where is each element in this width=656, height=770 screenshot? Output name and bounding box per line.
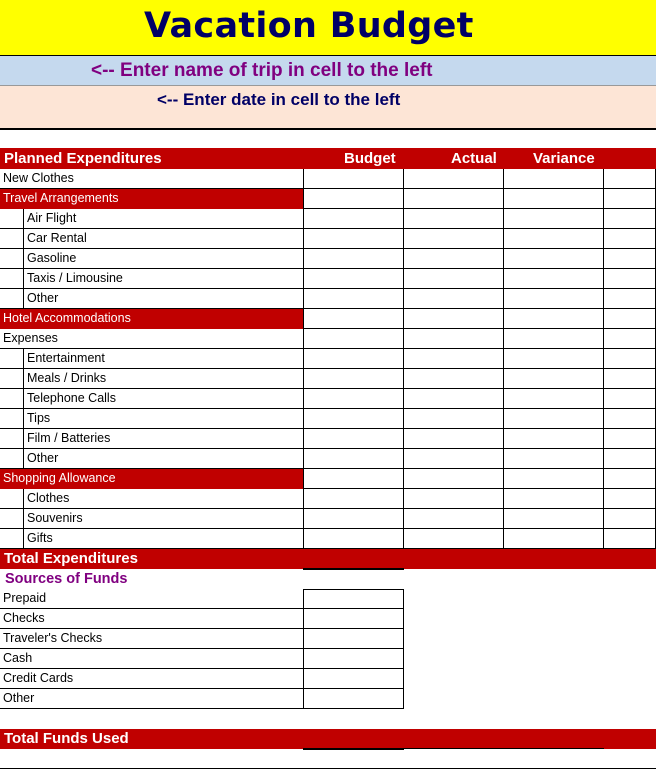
actual-cell[interactable] (403, 229, 504, 249)
section-label-cell[interactable] (0, 189, 304, 209)
actual-cell[interactable] (403, 469, 504, 489)
expense-row (0, 289, 656, 309)
expense-row (0, 249, 656, 269)
item-label: Meals / Drinks (27, 371, 107, 385)
funds-label: Cash (3, 651, 33, 665)
total-funds-label: Total Funds Used (4, 730, 129, 747)
actual-cell[interactable] (403, 249, 504, 269)
expense-row (0, 369, 656, 389)
expense-row (0, 229, 656, 249)
variance-cell[interactable] (503, 489, 604, 509)
actual-cell[interactable] (403, 329, 504, 349)
indent-cell[interactable] (0, 209, 24, 229)
funds-amount-cell[interactable] (303, 649, 404, 669)
item-label: Telephone Calls (27, 391, 116, 405)
extra-cell[interactable] (603, 209, 656, 229)
actual-cell[interactable] (403, 409, 504, 429)
variance-cell[interactable] (503, 369, 604, 389)
expense-row (0, 309, 656, 329)
section-label-cell[interactable] (0, 469, 304, 489)
item-label: Tips (27, 411, 51, 425)
funds-label: Prepaid (3, 591, 47, 605)
expense-row (0, 329, 656, 349)
item-label: Other (27, 451, 59, 465)
variance-cell[interactable] (503, 209, 604, 229)
total-expenditures-label: Total Expenditures (4, 550, 138, 567)
variance-cell[interactable] (503, 169, 604, 189)
variance-cell[interactable] (503, 249, 604, 269)
item-label: Gasoline (27, 251, 77, 265)
budget-header: Budget (344, 150, 396, 167)
trip-hint: <-- Enter name of trip in cell to the left (91, 60, 433, 81)
funds-amount-cell[interactable] (303, 669, 404, 689)
expense-row (0, 489, 656, 509)
expense-row (0, 469, 656, 489)
date-hint: <-- Enter date in cell to the left (157, 90, 401, 109)
extra-cell[interactable] (603, 189, 656, 209)
item-label: Souvenirs (27, 511, 83, 525)
variance-cell[interactable] (503, 449, 604, 469)
expense-row (0, 449, 656, 469)
budget-cell[interactable] (303, 429, 404, 449)
funds-row (0, 629, 404, 649)
actual-cell[interactable] (403, 349, 504, 369)
variance-cell[interactable] (503, 529, 604, 549)
variance-cell[interactable] (503, 509, 604, 529)
actual-cell[interactable] (403, 309, 504, 329)
section-label: Travel Arrangements (3, 191, 119, 205)
actual-cell[interactable] (403, 529, 504, 549)
extra-cell[interactable] (603, 269, 656, 289)
label-cell[interactable] (24, 409, 304, 429)
funds-label: Other (3, 691, 35, 705)
total-expenditures-row (0, 549, 656, 569)
budget-cell[interactable] (303, 509, 404, 529)
indent-cell[interactable] (0, 369, 24, 389)
extra-cell[interactable] (603, 469, 656, 489)
budget-cell[interactable] (303, 169, 404, 189)
variance-cell[interactable] (503, 389, 604, 409)
item-label: Other (27, 291, 59, 305)
variance-cell[interactable] (503, 429, 604, 449)
actual-cell[interactable] (403, 169, 504, 189)
expense-row (0, 529, 656, 549)
indent-cell[interactable] (0, 509, 24, 529)
variance-cell[interactable] (503, 229, 604, 249)
item-label: Air Flight (27, 211, 77, 225)
expenditures-header (0, 148, 656, 169)
section-label: Shopping Allowance (3, 471, 116, 485)
funds-label: Traveler's Checks (3, 631, 103, 645)
extra-cell[interactable] (603, 369, 656, 389)
budget-cell[interactable] (303, 189, 404, 209)
extra-cell[interactable] (603, 289, 656, 309)
funds-row (0, 669, 404, 689)
funds-row (0, 589, 404, 609)
variance-cell[interactable] (503, 289, 604, 309)
budget-cell[interactable] (303, 529, 404, 549)
actual-cell[interactable] (403, 369, 504, 389)
budget-cell[interactable] (303, 289, 404, 309)
variance-cell[interactable] (503, 409, 604, 429)
funds-row (0, 609, 404, 629)
item-label: Taxis / Limousine (27, 271, 123, 285)
expense-row (0, 209, 656, 229)
budget-cell[interactable] (303, 249, 404, 269)
sources-divider (303, 568, 404, 570)
item-label: Expenses (3, 331, 58, 345)
label-cell[interactable] (24, 449, 304, 469)
section-label: Hotel Accommodations (3, 311, 131, 325)
budget-cell[interactable] (303, 209, 404, 229)
budget-cell[interactable] (303, 469, 404, 489)
budget-cell[interactable] (303, 449, 404, 469)
extra-cell[interactable] (603, 529, 656, 549)
expense-row (0, 509, 656, 529)
budget-cell[interactable] (303, 389, 404, 409)
expense-row (0, 349, 656, 369)
indent-cell[interactable] (0, 289, 24, 309)
budget-cell[interactable] (303, 409, 404, 429)
indent-cell[interactable] (0, 269, 24, 289)
title-band (0, 0, 656, 56)
indent-cell[interactable] (0, 349, 24, 369)
variance-header: Variance (533, 150, 595, 167)
extra-cell[interactable] (603, 429, 656, 449)
budget-cell[interactable] (303, 349, 404, 369)
indent-cell[interactable] (0, 529, 24, 549)
sheet-title: Vacation Budget (144, 6, 474, 46)
date-row[interactable] (0, 86, 656, 130)
funds-label-cell[interactable] (0, 649, 304, 669)
bottom-border (0, 768, 656, 769)
extra-cell[interactable] (603, 349, 656, 369)
budget-cell[interactable] (303, 309, 404, 329)
item-label: Entertainment (27, 351, 105, 365)
funds-label: Checks (3, 611, 45, 625)
extra-cell[interactable] (603, 229, 656, 249)
planned-header: Planned Expenditures (4, 150, 162, 167)
variance-cell[interactable] (503, 309, 604, 329)
funds-label-cell[interactable] (0, 689, 304, 709)
expense-row (0, 409, 656, 429)
indent-cell[interactable] (0, 429, 24, 449)
item-label: Film / Batteries (27, 431, 111, 445)
variance-cell[interactable] (503, 269, 604, 289)
funds-amount-cell[interactable] (303, 589, 404, 609)
actual-cell[interactable] (403, 509, 504, 529)
funds-row (0, 689, 404, 709)
extra-cell[interactable] (603, 329, 656, 349)
extra-cell[interactable] (603, 409, 656, 429)
indent-cell[interactable] (0, 489, 24, 509)
extra-cell[interactable] (603, 489, 656, 509)
expense-row (0, 189, 656, 209)
budget-cell[interactable] (303, 269, 404, 289)
budget-cell[interactable] (303, 489, 404, 509)
extra-cell[interactable] (603, 389, 656, 409)
indent-cell[interactable] (0, 449, 24, 469)
total-funds-row (0, 729, 656, 749)
budget-cell[interactable] (303, 329, 404, 349)
indent-cell[interactable] (0, 409, 24, 429)
actual-cell[interactable] (403, 209, 504, 229)
sources-title: Sources of Funds (5, 571, 128, 587)
funds-label: Credit Cards (3, 671, 74, 685)
indent-cell[interactable] (0, 389, 24, 409)
actual-cell[interactable] (403, 189, 504, 209)
item-label: New Clothes (3, 171, 74, 185)
indent-cell[interactable] (0, 249, 24, 269)
expense-row (0, 269, 656, 289)
extra-cell[interactable] (603, 249, 656, 269)
label-cell[interactable] (24, 289, 304, 309)
item-label: Clothes (27, 491, 70, 505)
actual-header: Actual (451, 150, 497, 167)
variance-cell[interactable] (503, 189, 604, 209)
expense-row (0, 429, 656, 449)
total-funds-underline (303, 748, 404, 750)
total-funds-underline-2 (403, 748, 604, 749)
actual-cell[interactable] (403, 489, 504, 509)
extra-cell[interactable] (603, 509, 656, 529)
actual-cell[interactable] (403, 269, 504, 289)
label-cell[interactable] (24, 529, 304, 549)
expense-row (0, 169, 656, 189)
extra-cell[interactable] (603, 449, 656, 469)
funds-row (0, 649, 404, 669)
variance-cell[interactable] (503, 469, 604, 489)
expense-row (0, 389, 656, 409)
indent-cell[interactable] (0, 229, 24, 249)
extra-cell[interactable] (603, 169, 656, 189)
funds-amount-cell[interactable] (303, 609, 404, 629)
trip-name-row[interactable] (0, 56, 656, 86)
funds-label-cell[interactable] (0, 609, 304, 629)
item-label: Gifts (27, 531, 53, 545)
actual-cell[interactable] (403, 289, 504, 309)
funds-amount-cell[interactable] (303, 689, 404, 709)
budget-cell[interactable] (303, 229, 404, 249)
actual-cell[interactable] (403, 429, 504, 449)
actual-cell[interactable] (403, 449, 504, 469)
item-label: Car Rental (27, 231, 87, 245)
funds-amount-cell[interactable] (303, 629, 404, 649)
variance-cell[interactable] (503, 349, 604, 369)
section-label-cell[interactable] (0, 309, 304, 329)
actual-cell[interactable] (403, 389, 504, 409)
budget-cell[interactable] (303, 369, 404, 389)
variance-cell[interactable] (503, 329, 604, 349)
extra-cell[interactable] (603, 309, 656, 329)
